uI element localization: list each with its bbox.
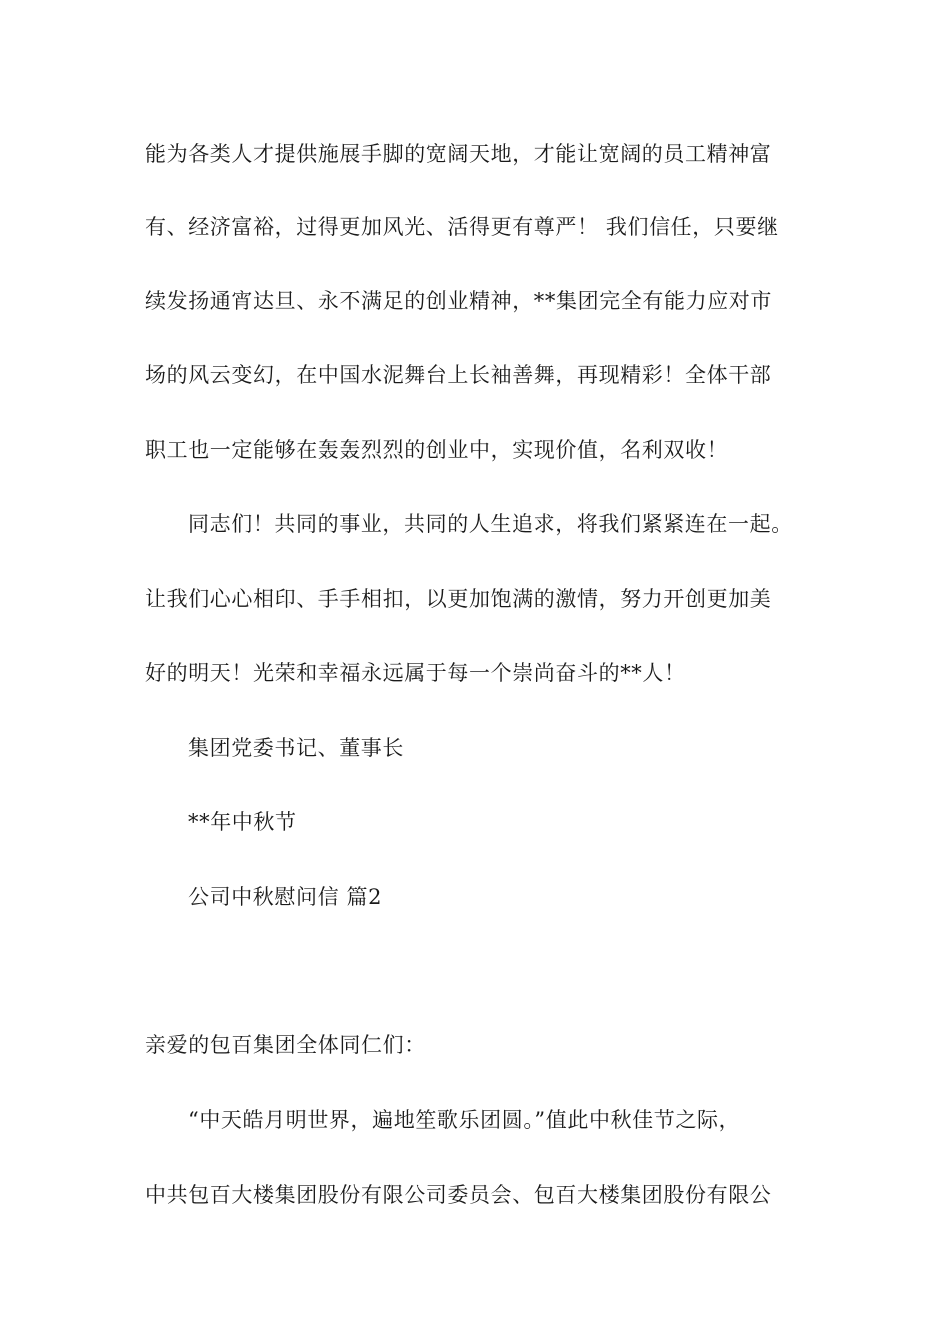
paragraph-line-8: 好的明天！光荣和幸福永远属于每一个崇尚奋斗的**人！	[145, 661, 686, 685]
section-heading: 公司中秋慰问信 篇2	[188, 885, 383, 909]
paragraph-line-5: 职工也一定能够在轰轰烈烈的创业中，实现价值，名利双收！	[145, 438, 729, 462]
paragraph-line-10: 中共包百大楼集团股份有限公司委员会、包百大楼集团股份有限公	[145, 1183, 772, 1207]
paragraph-line-3: 续发扬通宵达旦、永不满足的创业精神，**集团完全有能力应对市	[145, 289, 772, 313]
paragraph-line-2: 有、经济富裕，过得更加风光、活得更有尊严！ 我们信任，只要继	[145, 215, 779, 239]
paragraph-line-1: 能为各类人才提供施展手脚的宽阔天地，才能让宽阔的员工精神富	[145, 142, 772, 166]
signature-date: **年中秋节	[188, 810, 297, 834]
salutation: 亲爱的包百集团全体同仁们：	[145, 1033, 426, 1057]
paragraph-line-6: 同志们！共同的事业，共同的人生追求，将我们紧紧连在一起。	[188, 512, 793, 536]
paragraph-line-9: “中天皓月明世界，遍地笙歌乐团圆。”值此中秋佳节之际，	[188, 1108, 741, 1132]
paragraph-line-4: 场的风云变幻，在中国水泥舞台上长袖善舞，再现精彩！全体干部	[145, 363, 772, 387]
paragraph-line-7: 让我们心心相印、手手相扣，以更加饱满的激情，努力开创更加美	[145, 587, 772, 611]
signature-title: 集团党委书记、董事长	[188, 736, 404, 760]
